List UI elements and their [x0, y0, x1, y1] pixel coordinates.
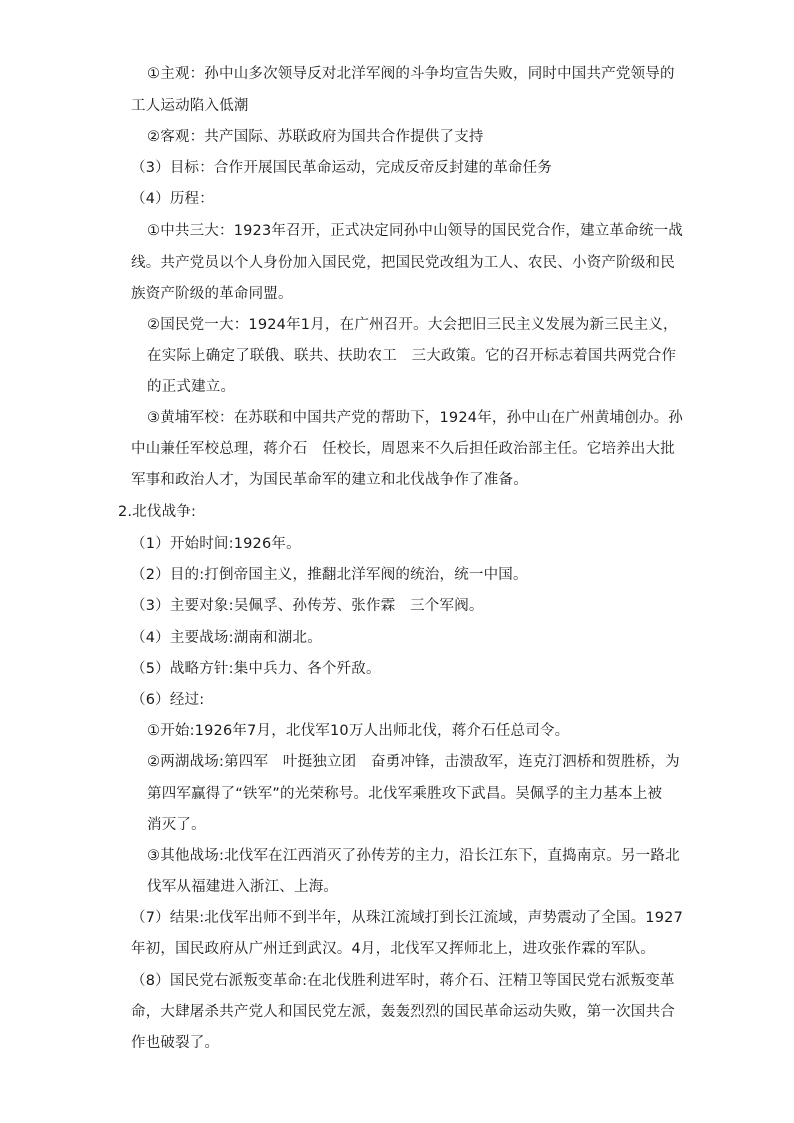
text-line: （3）主要对象:吴佩孚、孙传芳、张作霖 三个军阀。 [131, 598, 484, 614]
text-line: 消灭了。 [147, 817, 206, 833]
text-line: （8）国民党右派叛变革命:在北伐胜利进军时，蒋介石、汪精卫等国民党右派叛变革 [131, 973, 675, 989]
text-line: 族资产阶级的革命同盟。 [131, 286, 293, 302]
text-line: 在实际上确定了联俄、联共、扶助农工 三大政策。它的召开标志着国共两党合作 [147, 348, 677, 364]
text-line: ②客观：共产国际、苏联政府为国共合作提供了支持 [147, 129, 484, 145]
text-line: 第四军赢得了“铁军”的光荣称号。北伐军乘胜攻下武昌。吴佩孚的主力基本上被 [147, 786, 663, 802]
text-line: ①开始:1926年7月，北伐军10万人出师北伐，蒋介石任总司令。 [147, 723, 570, 739]
text-line: （1）开始时间:1926年。 [131, 536, 301, 552]
text-line: ②国民党一大：1924年1月，在广州召开。大会把旧三民主义发展为新三民主义， [147, 317, 678, 333]
text-line: （3）目标：合作开展国民革命运动，完成反帝反封建的革命任务 [131, 160, 553, 176]
text-line: 命，大肆屠杀共产党人和国民党左派，轰轰烈烈的国民革命运动失败，第一次国共合 [131, 1004, 675, 1020]
text-line: 2.北伐战争: [118, 504, 197, 520]
text-line: （4）历程： [131, 191, 214, 207]
text-line: 伐军从福建进入浙江、上海。 [147, 879, 339, 895]
text-line: （4）主要战场:湖南和湖北。 [131, 630, 322, 646]
text-line: 军事和政治人才，为国民革命军的建立和北伐战争作了准备。 [131, 472, 528, 488]
text-line: （2）目的:打倒帝国主义，推翻北洋军阀的统治，统一中国。 [131, 567, 528, 583]
text-line: （7）结果:北伐军出师不到半年，从珠江流域打到长江流域，声势震动了全国。1927 [131, 910, 684, 926]
text-line: 年初，国民政府从广州迁到武汉。4月，北伐军又挥师北上，进攻张作霖的军队。 [131, 941, 655, 957]
text-line: ①主观：孙中山多次领导反对北洋军阀的斗争均宣告失败，同时中国共产党领导的 [147, 66, 675, 82]
text-line: ③黄埔军校：在苏联和中国共产党的帮助下，1924年，孙中山在广州黄埔创办。孙 [147, 410, 683, 426]
text-line: ③其他战场:北伐军在江西消灭了孙传芳的主力，沿长江东下，直捣南京。另一路北 [147, 848, 680, 864]
text-line: 线。共产党员以个人身份加入国民党，把国民党改组为工人、农民、小资产阶级和民 [131, 255, 675, 271]
text-line: 工人运动陷入低潮 [131, 98, 249, 114]
text-line: ②两湖战场:第四军 叶挺独立团 奋勇冲锋，击溃敌军，连克汀泗桥和贺胜桥，为 [147, 754, 680, 770]
text-line: 中山兼任军校总理，蒋介石 任校长，周恩来不久后担任政治部主任。它培养出大批 [131, 441, 675, 457]
text-line: 的正式建立。 [147, 379, 236, 395]
text-line: （5）战略方针:集中兵力、各个歼敌。 [131, 661, 381, 677]
text-line: （6）经过: [131, 692, 205, 708]
text-line: ①中共三大：1923年召开，正式决定同孙中山领导的国民党合作，建立革命统一战 [147, 223, 683, 239]
text-line: 作也破裂了。 [131, 1035, 220, 1051]
